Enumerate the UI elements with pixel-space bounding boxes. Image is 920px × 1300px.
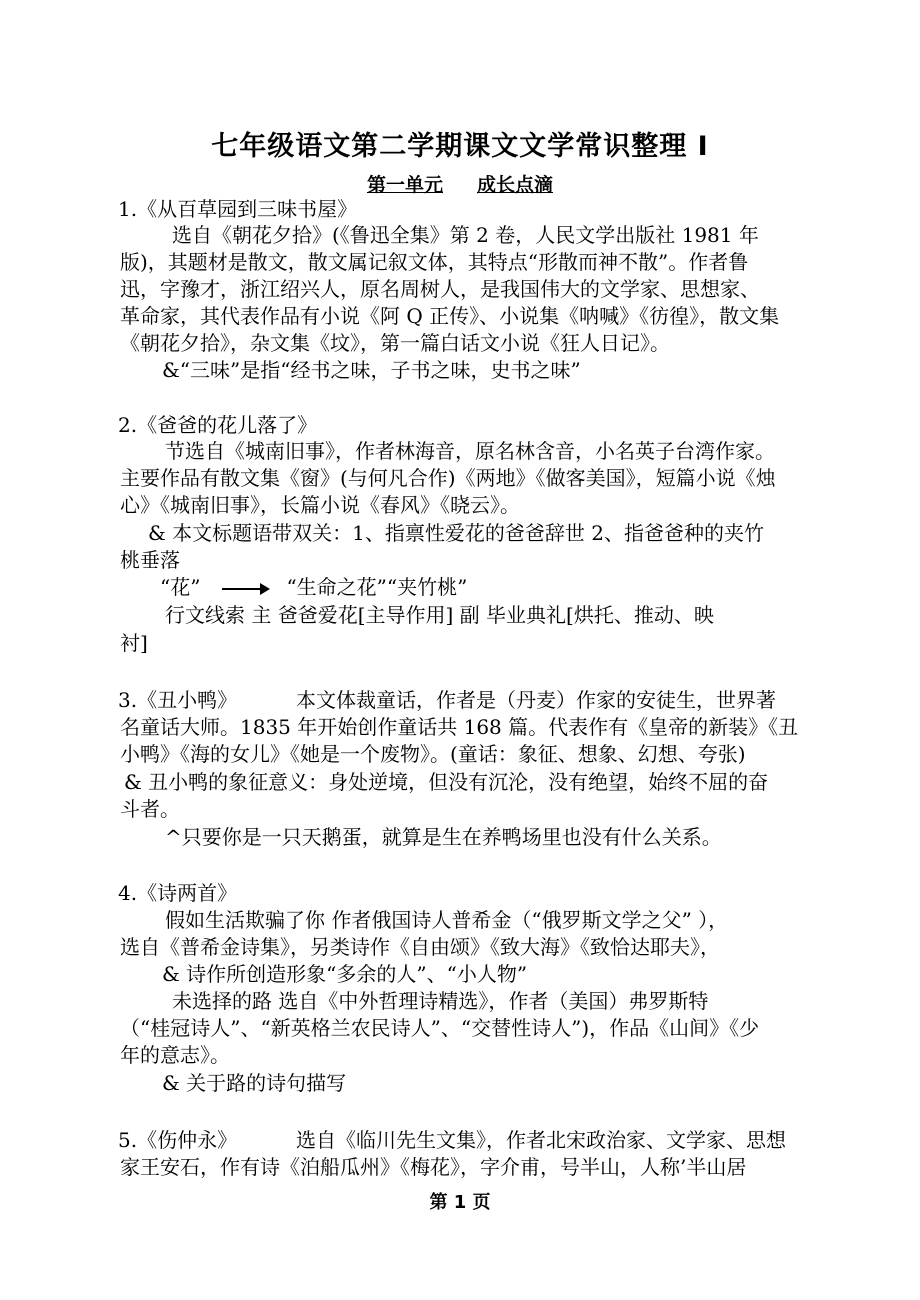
note-line: & 诗作所创造形象“多余的人”、“小人物” bbox=[162, 962, 528, 986]
paragraph-line: 《朝花夕拾》，杂文集《坟》，第一篇白话文小说《狂人日记》。 bbox=[120, 331, 670, 355]
arrow-right-label: “生命之花”“夹竹桃” bbox=[286, 575, 468, 599]
arrow-line bbox=[160, 574, 467, 600]
paragraph-line: 假如生活欺骗了你 作者俄国诗人普希金（“俄罗斯文学之父” ）， bbox=[165, 908, 729, 932]
document-title: 七年级语文第二学期课文文学常识整理 Ⅰ bbox=[211, 131, 709, 162]
right-arrow-icon bbox=[222, 588, 268, 590]
paragraph-line: 年的意志》。 bbox=[120, 1043, 230, 1067]
paragraph-line: 选自《普希金诗集》，另类诗作《自由颂》《致大海》《致恰达耶夫》， bbox=[120, 935, 720, 959]
paragraph-line: 革命家，其代表作品有小说《阿 Q 正传》、小说集《呐喊》《彷徨》，散文集 bbox=[120, 304, 780, 328]
unit-heading bbox=[0, 170, 920, 197]
paragraph-line: （“桂冠诗人”、“新英格兰农民诗人”、“交替性诗人”)，作品《山间》《少 bbox=[120, 1016, 760, 1040]
paragraph-line: 节选自《城南旧事》，作者林海音，原名林含音，小名英子台湾作家。 bbox=[165, 439, 775, 463]
section-heading: 2.《爸爸的花儿落了》 bbox=[118, 413, 318, 437]
note-line: 桃垂落 bbox=[120, 548, 180, 572]
paragraph-line: 小鸭》《海的女儿》《她是一个废物》。(童话：象征、想象、幻想、夸张) bbox=[120, 742, 746, 766]
clue-line: 衬] bbox=[120, 631, 148, 655]
note-line: & 本文标题语带双关：1、指禀性爱花的爸爸辞世 2、指爸爸种的夹竹 bbox=[148, 521, 764, 545]
section-heading: 1.《从百草园到三味书屋》 bbox=[118, 197, 358, 221]
paragraph-line: 家王安石，作有诗《泊船瓜州》《梅花》，字介甫，号半山，人称’半山居 bbox=[120, 1155, 747, 1179]
section-heading: 4.《诗两首》 bbox=[118, 881, 238, 905]
section-heading: 3.《丑小鸭》 bbox=[118, 688, 238, 712]
note-line: & 关于路的诗句描写 bbox=[162, 1071, 347, 1095]
page-number: 第 1 页 bbox=[429, 1192, 491, 1213]
paragraph-line: 版)，其题材是散文，散文属记叙文体，其特点“形散而神不散”。作者鲁 bbox=[120, 250, 749, 274]
section-heading: 5.《伤仲永》 bbox=[118, 1128, 238, 1152]
unit-name: 成长点滴 bbox=[477, 174, 554, 196]
clue-line: 行文线索 主 爸爸爱花[主导作用] 副 毕业典礼[烘托、推动、映 bbox=[165, 603, 714, 627]
paragraph-line: 名童话大师。1835 年开始创作童话共 168 篇。代表作有《皇帝的新装》《丑 bbox=[120, 715, 799, 739]
arrow-left-label: “花” bbox=[160, 575, 201, 599]
unit-number: 第一单元 bbox=[366, 174, 443, 196]
paragraph-line: 迅，字豫才，浙江绍兴人，原名周树人，是我国伟大的文学家、思想家、 bbox=[120, 277, 760, 301]
quote-line: ^只要你是一只天鹅蛋，就算是生在养鸭场里也没有什么关系。 bbox=[165, 825, 722, 849]
paragraph-line: 未选择的路 选自《中外哲理诗精选》，作者（美国）弗罗斯特 bbox=[172, 989, 709, 1013]
paragraph-line: 选自《朝花夕拾》(《鲁迅全集》第 2 卷，人民文学出版社 1981 年 bbox=[172, 223, 759, 247]
note-line: 斗者。 bbox=[120, 797, 180, 821]
note-line: &“三味”是指“经书之味，子书之味，史书之味” bbox=[162, 358, 581, 382]
paragraph-line: 主要作品有散文集《窗》(与何凡合作)《两地》《做客美国》，短篇小说《烛 bbox=[120, 466, 776, 490]
note-line: & 丑小鸭的象征意义：身处逆境，但没有沉沦，没有绝望，始终不屈的奋 bbox=[124, 770, 769, 794]
paragraph-line: 选自《临川先生文集》，作者北宋政治家、文学家、思想 bbox=[296, 1128, 786, 1152]
paragraph-line: 心》《城南旧事》，长篇小说《春风》《晓云》。 bbox=[120, 493, 520, 517]
paragraph-line: 本文体裁童话，作者是（丹麦）作家的安徒生，世界著 bbox=[296, 688, 776, 712]
